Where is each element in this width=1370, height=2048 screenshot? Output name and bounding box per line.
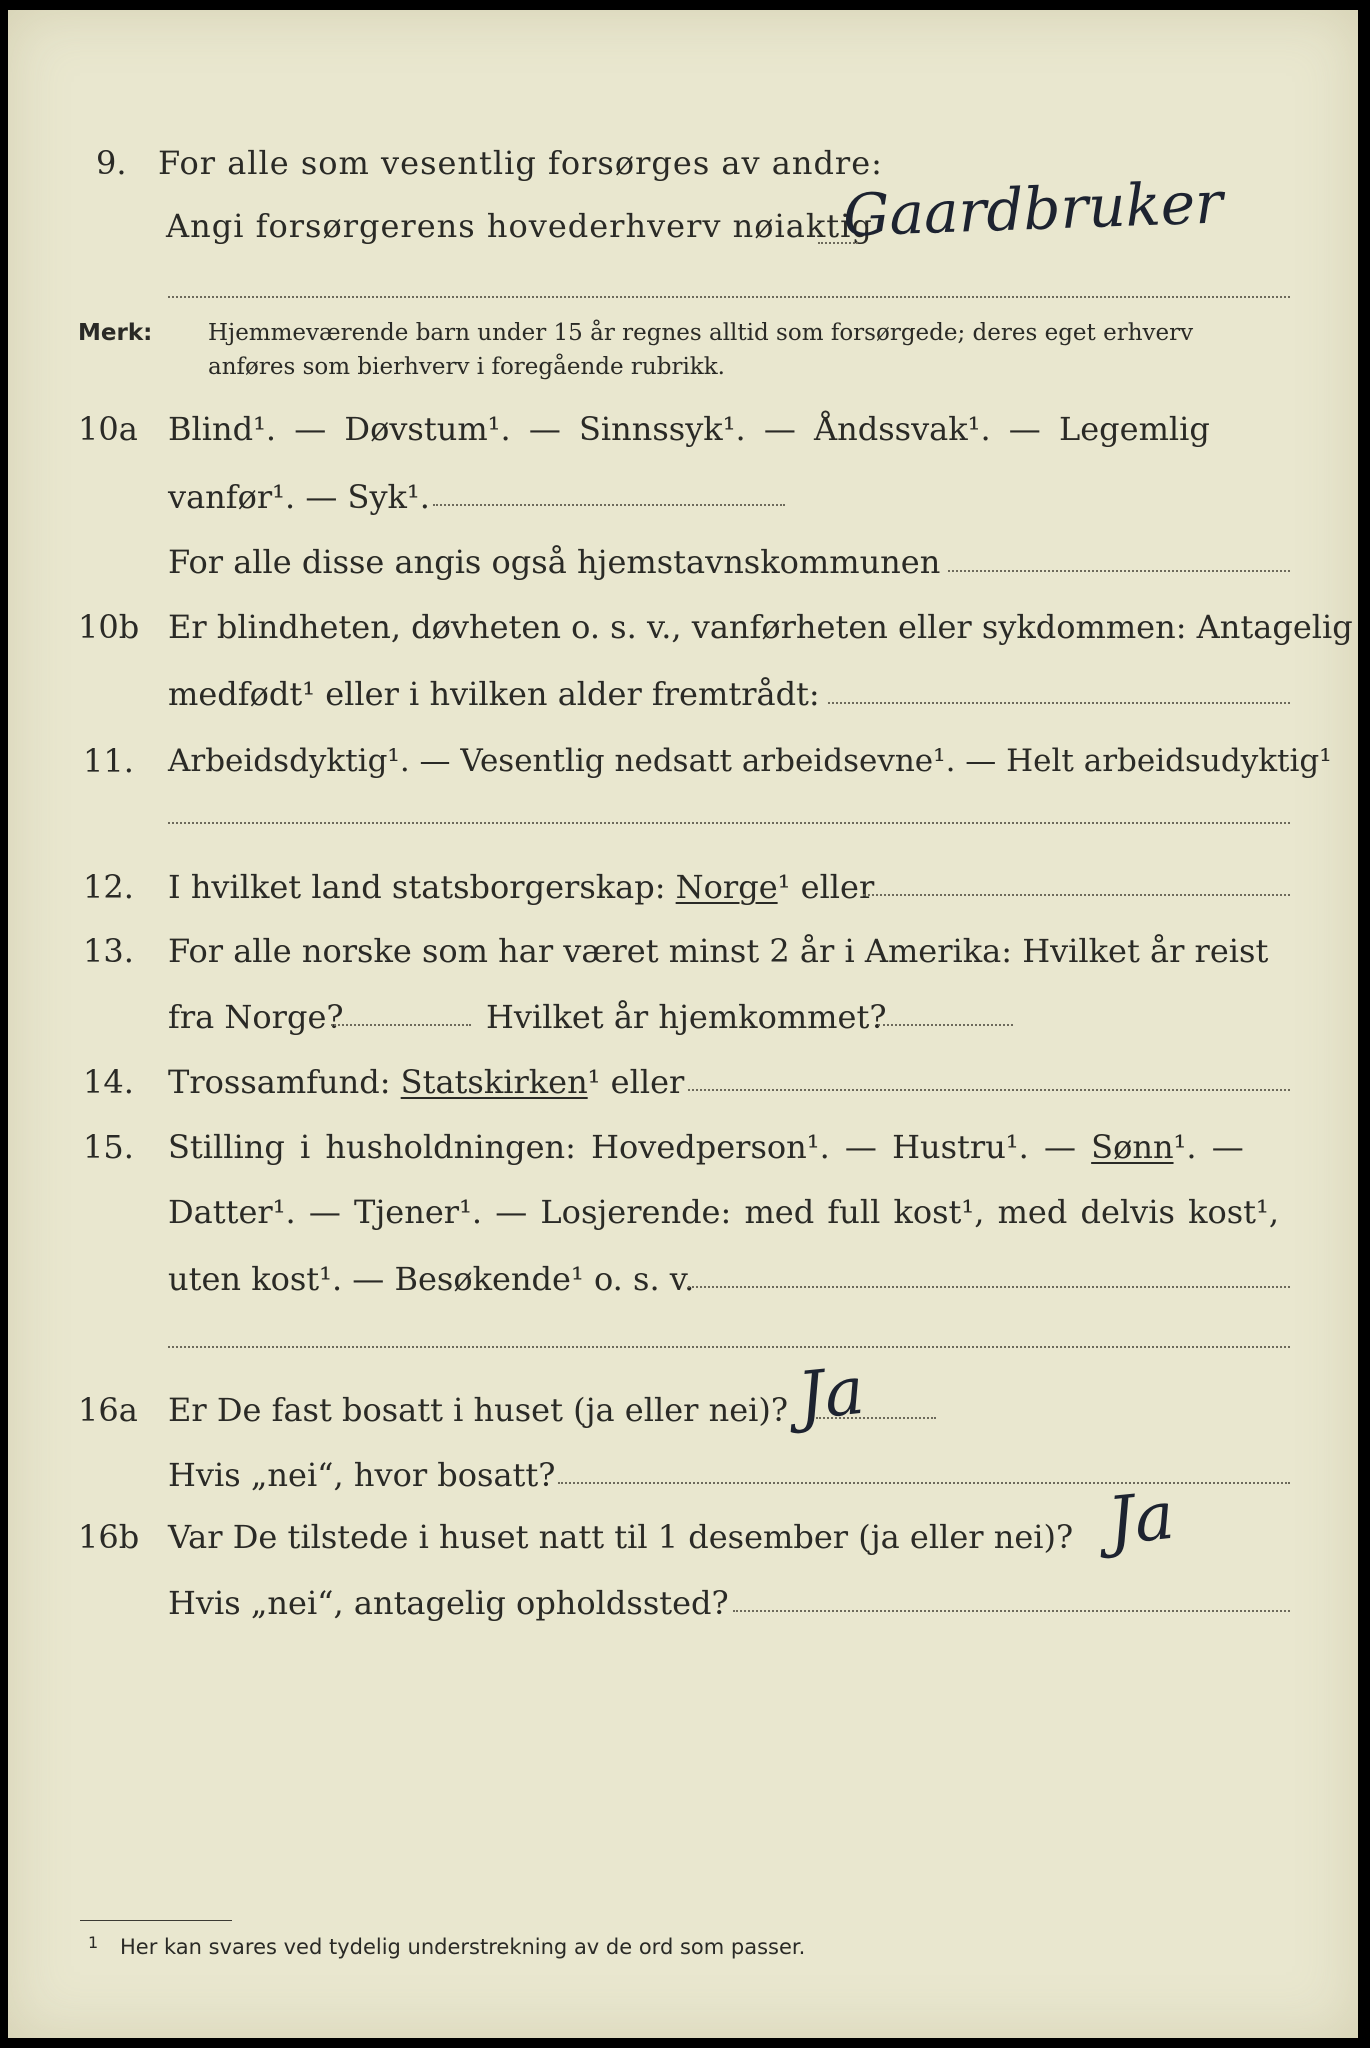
- q10a-line3: For alle disse angis også hjemstavnskommunen: [168, 543, 941, 581]
- q13-number: 13.: [83, 932, 134, 970]
- q13-line1: For alle norske som har været minst 2 år i Amerika: Hvilket år reist: [168, 932, 1269, 970]
- q10b-number: 10b: [78, 608, 140, 646]
- q10a-number: 10a: [78, 410, 138, 448]
- q12-line: I hvilket land statsborgerskap: Norge¹ eller: [168, 868, 875, 906]
- q10b-line2: medfødt¹ eller i hvilken alder fremtrådt:: [168, 675, 820, 713]
- footnote: [88, 1933, 806, 1959]
- footnote-text: Her kan svares ved tydelig understrekning av de ord som passer.: [120, 1935, 806, 1959]
- q10a-line1: Blind¹. — Døvstum¹. — Sinnssyk¹. — Åndssvak¹. — Legemlig: [168, 410, 1210, 448]
- q14-dots: [688, 1089, 1290, 1091]
- q10a-hjemstavn-dots: [948, 570, 1290, 572]
- q15-line1: Stilling i husholdningen: Hovedperson¹. — Hustru¹. — Sønn¹. —: [168, 1128, 1244, 1166]
- q9-number: 9.: [96, 144, 127, 182]
- q15-line2: Datter¹. — Tjener¹. — Losjerende: med full kost¹, med delvis kost¹,: [168, 1193, 1280, 1231]
- q14-underlined-statskirken: Statskirken: [400, 1063, 588, 1101]
- q15-answer-dots: [168, 1346, 1290, 1348]
- q9-handwritten-answer: Gaardbruker: [841, 168, 1224, 250]
- q12-number: 12.: [83, 868, 134, 906]
- q12-underlined-norge: Norge: [675, 868, 778, 906]
- q9-separator: [168, 296, 1290, 298]
- census-form-page: [8, 10, 1358, 2038]
- q13-hjemkommet-dots: [878, 1024, 1013, 1026]
- q15-underlined-sonn: Sønn: [1091, 1128, 1174, 1166]
- q15-besokende-dots: [688, 1286, 1290, 1288]
- merk-line1: Hjemmeværende barn under 15 år regnes alltid som forsørgede; deres eget erhverv: [208, 320, 1194, 346]
- q16a-bosatt-dots: [558, 1482, 1290, 1484]
- q16a-handwritten-answer: Ja: [794, 1351, 868, 1436]
- q16a-number: 16a: [78, 1391, 138, 1429]
- q9-line2: Angi forsørgerens hovederhverv nøiaktig: [166, 207, 873, 245]
- q11-line1: Arbeidsdyktig¹. — Vesentlig nedsatt arbeidsevne¹. — Helt arbeidsudyktig¹: [168, 743, 1332, 779]
- q16b-number: 16b: [78, 1518, 140, 1556]
- q15-number: 15.: [83, 1128, 134, 1166]
- q12-dots: [863, 894, 1290, 896]
- merk-line2: anføres som bierhverv i foregående rubrikk.: [208, 354, 725, 380]
- q15-line3: uten kost¹. — Besøkende¹ o. s. v.: [168, 1260, 695, 1298]
- q14-number: 14.: [83, 1063, 134, 1101]
- q10b-line1: Er blindheten, døvheten o. s. v., vanførheten eller sykdommen: Antagelig: [168, 608, 1353, 646]
- q13-reist-dots: [331, 1024, 471, 1026]
- footnote-mark: 1: [88, 1933, 99, 1952]
- q16b-opholdssted-dots: [733, 1610, 1290, 1612]
- q16a-line1: Er De fast bosatt i huset (ja eller nei)?: [168, 1391, 789, 1429]
- q14-line: Trossamfund: Statskirken¹ eller: [168, 1063, 685, 1101]
- q16b-line2: Hvis „nei“, antagelig opholdssted?: [168, 1584, 729, 1622]
- q16b-line1: Var De tilstede i huset natt til 1 desember (ja eller nei)?: [168, 1518, 1074, 1556]
- q11-number: 11.: [83, 742, 134, 780]
- q16b-handwritten-answer: Ja: [1104, 1476, 1178, 1561]
- q16a-line2: Hvis „nei“, hvor bosatt?: [168, 1456, 556, 1494]
- q10a-line2: vanfør¹. — Syk¹.: [168, 478, 430, 516]
- q13-line2a: fra Norge?: [168, 998, 344, 1036]
- footnote-rule: [80, 1920, 232, 1921]
- q11-answer-dots: [168, 822, 1290, 824]
- q9-line1: For alle som vesentlig forsørges av andre:: [158, 144, 883, 182]
- q10b-alder-dots: [828, 702, 1290, 704]
- merk-label: Merk:: [78, 320, 153, 346]
- q10a-syk-dots: [433, 504, 785, 506]
- q13-line2b: Hvilket år hjemkommet?: [486, 998, 887, 1036]
